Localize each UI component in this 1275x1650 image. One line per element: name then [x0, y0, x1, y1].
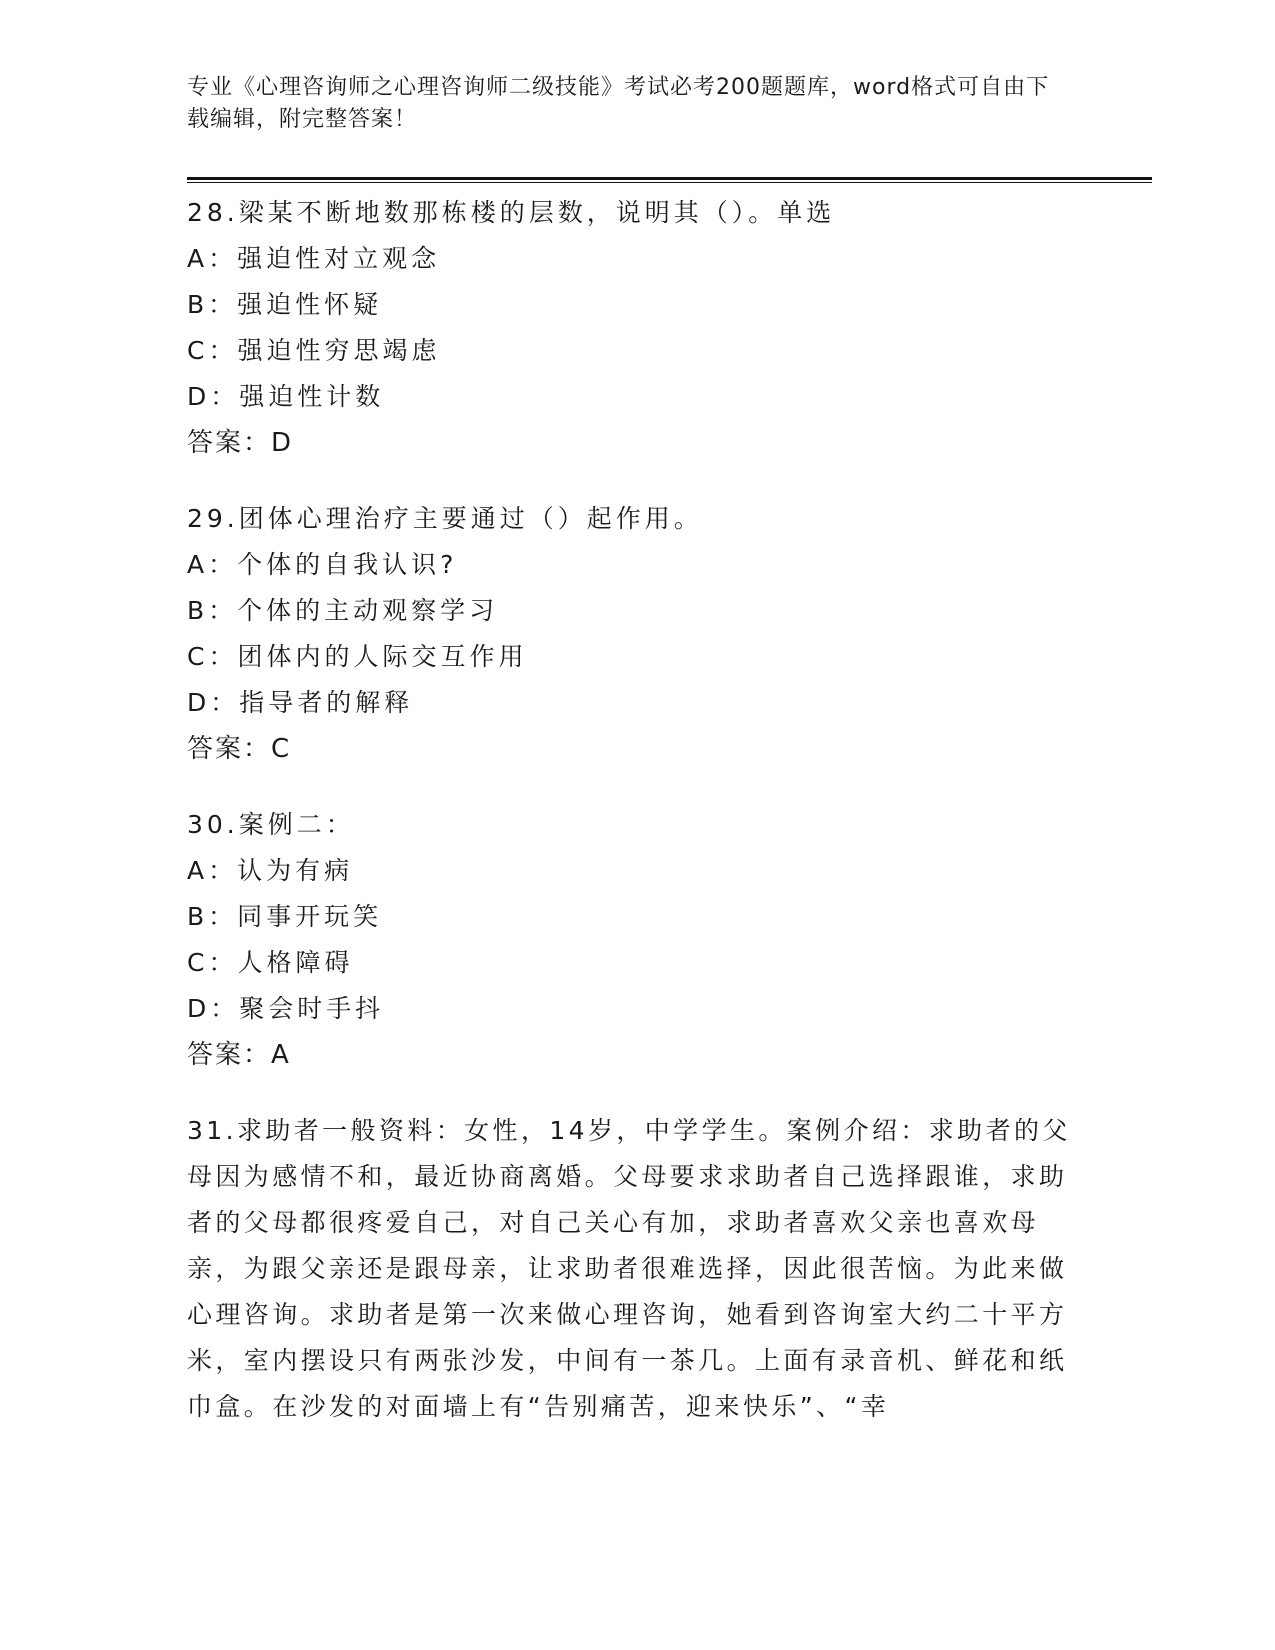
option-c: C：强迫性穷思竭虑	[187, 336, 441, 365]
option-a: A：强迫性对立观念	[187, 244, 441, 273]
question-list	[187, 190, 1087, 1460]
question-30	[187, 802, 1087, 1078]
option-b: B：强迫性怀疑	[187, 290, 383, 319]
option-a: A：个体的自我认识?	[187, 550, 458, 579]
question-stem: 30.案例二：	[187, 810, 355, 839]
document-header-intro: 专业《心理咨询师之心理咨询师二级技能》考试必考200题题库，word格式可自由下载编辑，附完整答案！	[187, 75, 1050, 132]
question-stem: 29.团体心理治疗主要通过（）起作用。	[187, 504, 703, 533]
answer-line: 答案：C	[187, 734, 292, 764]
case-question-text: 31.求助者一般资料：女性，14岁，中学学生。案例介绍：求助者的父母因为感情不和，最近协商离婚。父母要求求助者自己选择跟谁，求助者的父母都很疼爱自己，对自己关心有加，求助者喜欢父亲也喜欢母亲，为跟父亲还是跟母亲，让求助者很难选择，因此很苦恼。为此来做心理咨询。求助者是第一次来做心理咨询，她看到咨询室大约二十平方米，室内摆设只有两张沙发，中间有一茶几。上面有录音机、鲜花和纸巾盒。在沙发的对面墙上有“告别痛苦，迎来快乐”、“幸	[187, 1116, 1071, 1421]
question-29	[187, 496, 1087, 772]
option-a: A：认为有病	[187, 856, 354, 885]
option-c: C：团体内的人际交互作用	[187, 642, 528, 671]
question-28	[187, 190, 1087, 466]
option-b: B：同事开玩笑	[187, 902, 383, 931]
question-31	[187, 1108, 1087, 1430]
option-c: C：人格障碍	[187, 948, 354, 977]
header-divider-thick	[187, 177, 1152, 180]
option-d: D：指导者的解释	[187, 688, 414, 717]
option-d: D：强迫性计数	[187, 382, 385, 411]
answer-line: 答案：D	[187, 428, 294, 458]
option-b: B：个体的主动观察学习	[187, 596, 499, 625]
question-stem: 28.梁某不断地数那栋楼的层数，说明其（）。单选	[187, 198, 836, 227]
answer-line: 答案：A	[187, 1040, 291, 1070]
header-divider-thin	[187, 182, 1152, 183]
option-d: D：聚会时手抖	[187, 994, 385, 1023]
